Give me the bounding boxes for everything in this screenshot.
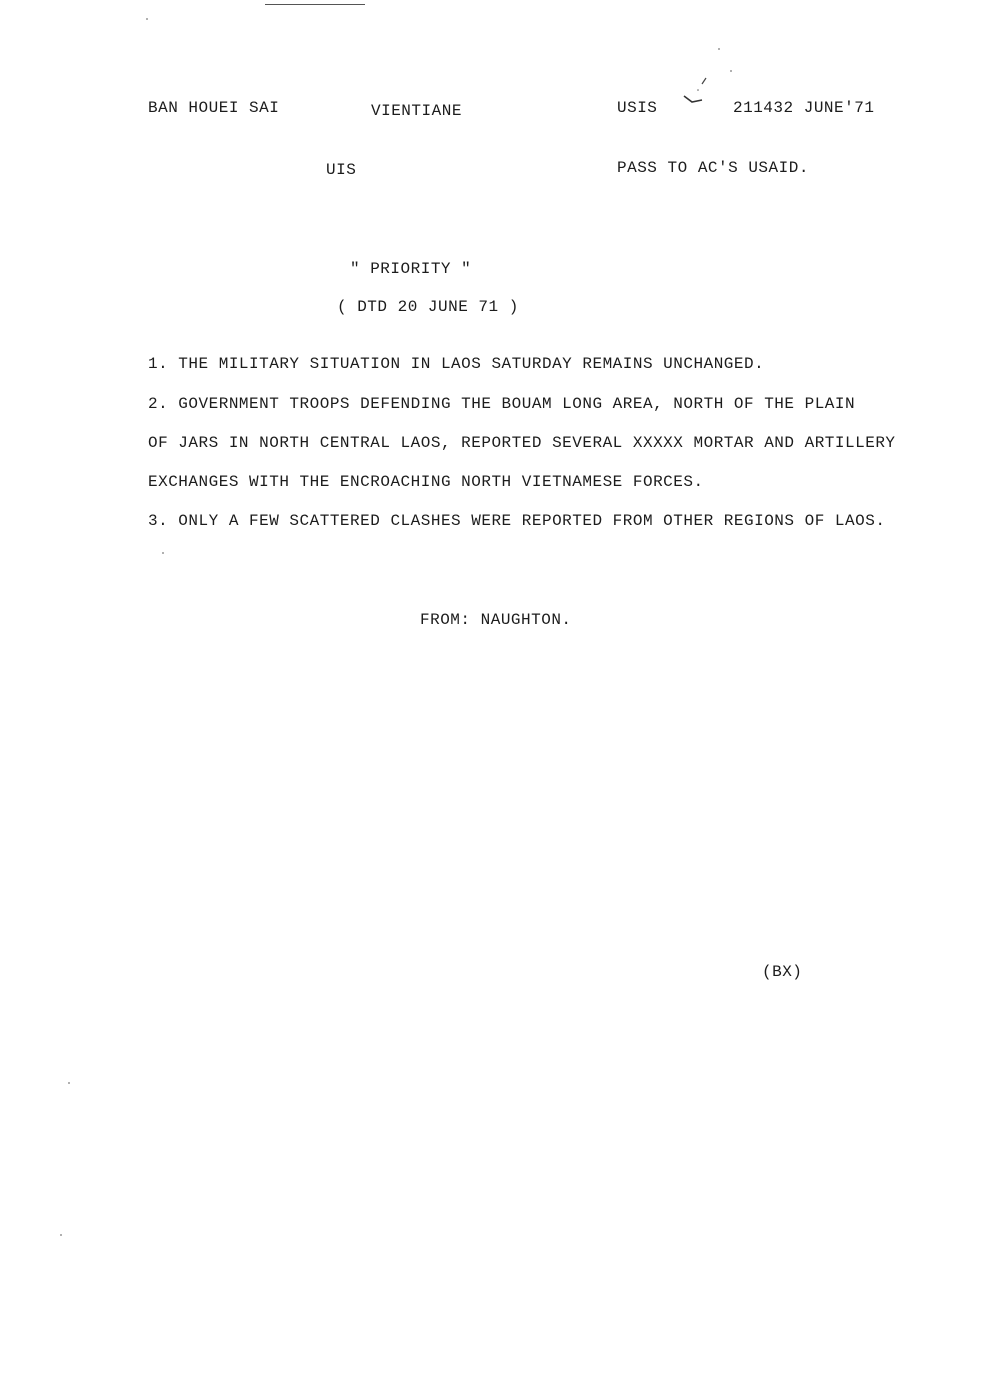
agency: USIS xyxy=(617,99,658,117)
addressee: UIS xyxy=(326,161,357,179)
handwritten-tick-mark xyxy=(682,68,712,108)
origin-station: BAN HOUEI SAI xyxy=(148,99,280,117)
precedence: " PRIORITY " xyxy=(350,260,472,278)
signature: FROM: NAUGHTON. xyxy=(420,611,572,629)
paragraph-2-line-2: OF JARS IN NORTH CENTRAL LAOS, REPORTED SEVERAL XXXXX MORTAR AND ARTILLERY xyxy=(148,434,896,452)
dated-line: ( DTD 20 JUNE 71 ) xyxy=(337,298,519,316)
scan-speck xyxy=(718,48,720,50)
destination-station: VIENTIANE xyxy=(371,102,462,120)
paragraph-2-line-1: 2. GOVERNMENT TROOPS DEFENDING THE BOUAM LONG AREA, NORTH OF THE PLAIN xyxy=(148,395,856,413)
routing-instruction: PASS TO AC'S USAID. xyxy=(617,159,809,177)
top-edge-rule xyxy=(265,4,365,5)
paragraph-1: 1. THE MILITARY SITUATION IN LAOS SATURDAY REMAINS UNCHANGED. xyxy=(148,355,765,373)
operator-initials: (BX) xyxy=(762,963,803,981)
paragraph-2-line-3: EXCHANGES WITH THE ENCROACHING NORTH VIETNAMESE FORCES. xyxy=(148,473,704,491)
scan-speck xyxy=(162,552,164,554)
scan-speck xyxy=(68,1082,70,1084)
scan-speck xyxy=(60,1234,62,1236)
scan-speck xyxy=(146,18,148,20)
scan-speck xyxy=(730,70,732,72)
date-time-group: 211432 JUNE'71 xyxy=(733,99,875,117)
paragraph-3: 3. ONLY A FEW SCATTERED CLASHES WERE REPORTED FROM OTHER REGIONS OF LAOS. xyxy=(148,512,886,530)
